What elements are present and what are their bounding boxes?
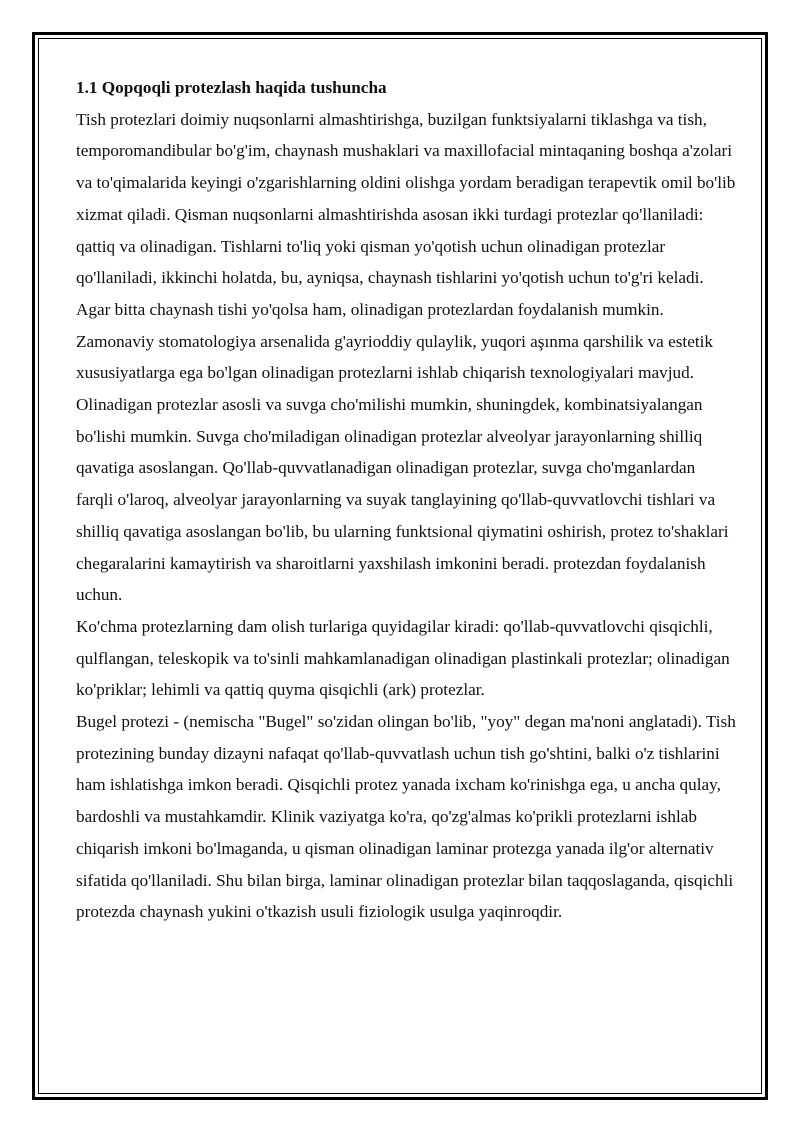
paragraph-2: Olinadigan protezlar asosli va suvga cho'milishi mumkin, shuningdek, kombinatsiyalangan bo'lishi mumkin. Suvga cho'miladigan olinadigan protezlar alveolyar jarayonlarning shilliq qavatiga asoslangan. Qo'llab-quvvatlanadigan olinadigan protezlar, suvga cho'mganlardan farqli o'laroq, alveolyar jarayonlarning va suyak tanglayining qo'llab-quvvatlovchi tishlari va shilliq qavatiga asoslangan bo'lib, bu ularning funktsional qiymatini oshirish, protez to'shaklari chegaralarini kamaytirish va sharoitlarni yaxshilash imkonini beradi. protezdan foydalanish uchun. — [76, 395, 729, 605]
paragraph-3: Ko'chma protezlarning dam olish turlariga quyidagilar kiradi: qo'llab-quvvatlovchi qisqichli, qulflangan, teleskopik va to'sinli mahkamlanadigan olinadigan plastinkali protezlar; olinadigan ko'priklar; lehimli va qattiq quyma qisqichli (ark) protezlar. — [76, 616, 730, 700]
document-body — [76, 72, 736, 928]
paragraph-1: Tish protezlari doimiy nuqsonlarni almashtirishga, buzilgan funktsiyalarni tiklashga va tish, temporomandibular bo'g'im, chaynash mushaklari va maxillofacial mintaqaning boshqa a'zolari va to'qimalarida keyingi o'zgarishlarning oldini olishga yordam beradigan terapevtik omil bo'lib xizmat qiladi. Qisman nuqsonlarni almashtirishda asosan ikki turdagi protezlar qo'llaniladi: qattiq va olinadigan. Tishlarni to'liq yoki qisman yo'qotish uchun olinadigan protezlar qo'llaniladi, ikkinchi holatda, bu, ayniqsa, chaynash tishlarini yo'qotish uchun to'g'ri keladi. Agar bitta chaynash tishi yo'qolsa ham, olinadigan protezlardan foydalanish mumkin. Zamonaviy stomatologiya arsenalida g'ayrioddiy qulaylik, yuqori aşınma qarshilik va estetik xususiyatlarga ega bo'lgan olinadigan protezlarni ishlab chiqarish texnologiyalari mavjud. — [76, 109, 736, 383]
section-heading: 1.1 Qopqoqli protezlash haqida tushuncha — [76, 78, 387, 97]
paragraph-4: Bugel protezi - (nemischa "Bugel" so'zidan olingan bo'lib, "yoy" degan ma'noni anglatadi). Tish protezining bunday dizayni nafaqat qo'llab-quvvatlash uchun tish go'shtini, balki o'z tishlarini ham ishlatishga imkon beradi. Qisqichli protez yanada ixcham ko'rinishga ega, u ancha qulay, bardoshli va mustahkamdir. Klinik vaziyatga ko'ra, qo'zg'almas ko'prikli protezlarni ishlab chiqarish imkoni bo'lmaganda, u qisman olinadigan laminar protezga yanada ilg'or alternativ sifatida qo'llaniladi. Shu bilan birga, laminar olinadigan protezlar bilan taqqoslaganda, qisqichli protezda chaynash yukini o'tkazish usuli fiziologik usulga yaqinroqdir. — [76, 712, 736, 922]
